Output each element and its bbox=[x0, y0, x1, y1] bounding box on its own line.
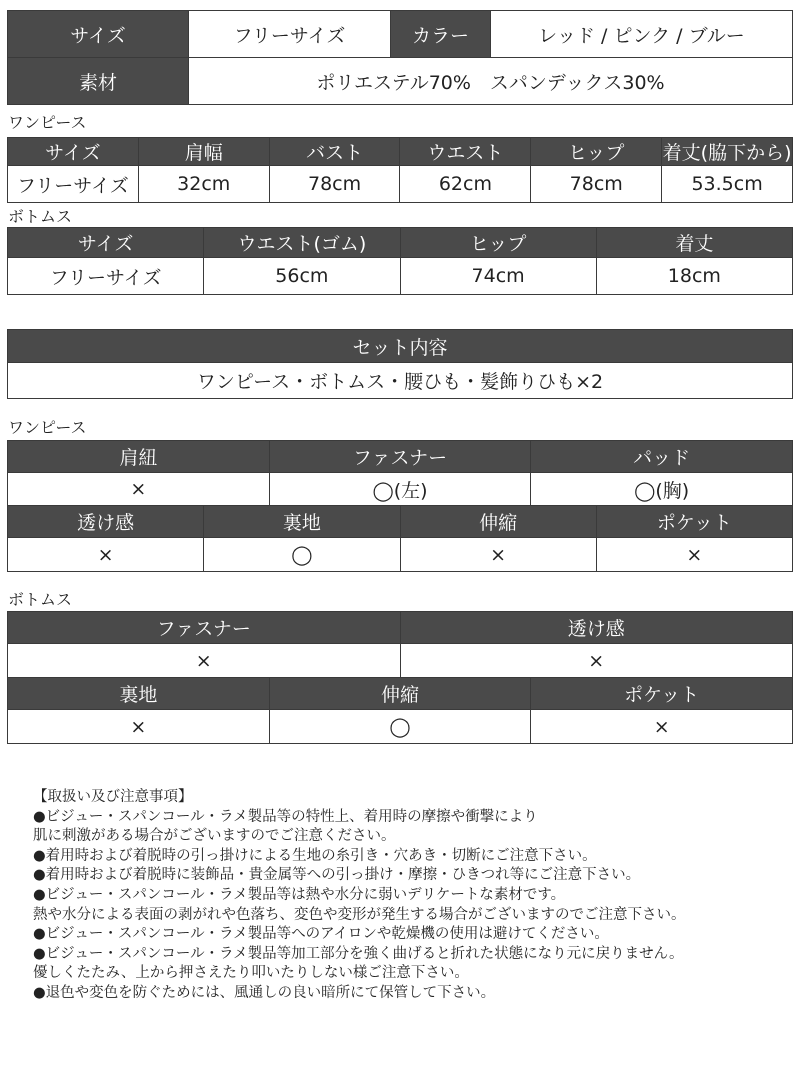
cell-value: フリーサイズ bbox=[8, 166, 139, 203]
cell-value: × bbox=[8, 538, 204, 572]
color-label: カラー bbox=[391, 11, 491, 58]
cell-value: 74cm bbox=[400, 258, 596, 295]
column-header: 肩幅 bbox=[138, 138, 269, 166]
column-header: ポケット bbox=[531, 678, 793, 710]
column-header: ポケット bbox=[596, 506, 792, 538]
cell-value: × bbox=[400, 538, 596, 572]
note-line: ●ビジュー・スパンコール・ラメ製品等加工部分を強く曲げると折れた状態になり元に戻りません。 bbox=[33, 945, 684, 962]
cell-value: × bbox=[531, 710, 793, 744]
value-row bbox=[8, 473, 793, 506]
column-header: 裏地 bbox=[8, 678, 270, 710]
cell-value: × bbox=[400, 644, 793, 678]
value-row bbox=[8, 644, 793, 678]
column-header: 伸縮 bbox=[269, 678, 531, 710]
column-header: ウエスト(ゴム) bbox=[204, 228, 400, 258]
note-line: ●退色や変色を防ぐためには、風通しの良い暗所にて保管して下さい。 bbox=[33, 984, 496, 1001]
column-header: ファスナー bbox=[8, 612, 401, 644]
bottoms-size-table bbox=[7, 227, 793, 295]
note-line: 熱や水分による表面の剥がれや色落ち、変色や変形が発生する場合がございますのでご注意下さい。 bbox=[33, 906, 686, 923]
cell-value: 78cm bbox=[531, 166, 662, 203]
cell-value: フリーサイズ bbox=[8, 258, 204, 295]
cell-value: ◯ bbox=[204, 538, 400, 572]
color-value: レッド / ピンク / ブルー bbox=[491, 11, 793, 58]
column-header: 着丈(脇下から) bbox=[662, 138, 793, 166]
note-line: ●ビジュー・スパンコール・ラメ製品等の特性上、着用時の摩擦や衝撃により bbox=[33, 808, 538, 825]
note-line: 優しくたたみ、上から押さえたり叩いたりしない様ご注意下さい。 bbox=[33, 965, 469, 982]
column-header: ヒップ bbox=[531, 138, 662, 166]
onepiece-spec-table-2 bbox=[7, 505, 793, 572]
basic-info-table bbox=[7, 10, 793, 105]
cell-value: 32cm bbox=[138, 166, 269, 203]
set-contents-header: セット内容 bbox=[8, 330, 793, 363]
set-contents-value: ワンピース・ボトムス・腰ひも・髪飾りひも×2 bbox=[8, 363, 793, 399]
note-line: ●着用時および着脱時に装飾品・貴金属等への引っ掛け・摩擦・ひきつれ等にご注意下さい。 bbox=[33, 867, 641, 884]
column-header: サイズ bbox=[8, 228, 204, 258]
size-value: フリーサイズ bbox=[189, 11, 391, 58]
column-header: 裏地 bbox=[204, 506, 400, 538]
column-header: パッド bbox=[531, 441, 793, 473]
note-line: ●着用時および着脱時の引っ掛けによる生地の糸引き・穴あき・切断にご注意下さい。 bbox=[33, 847, 597, 864]
onepiece-spec-title: ワンピース bbox=[8, 418, 87, 437]
onepiece-size-table bbox=[7, 137, 793, 203]
cell-value: × bbox=[8, 710, 270, 744]
value-row bbox=[8, 710, 793, 744]
notes-heading: 【取扱い及び注意事項】 bbox=[33, 789, 193, 805]
cell-value: × bbox=[8, 644, 401, 678]
column-header: ファスナー bbox=[269, 441, 531, 473]
column-header: ウエスト bbox=[400, 138, 531, 166]
column-header: 伸縮 bbox=[400, 506, 596, 538]
care-notes bbox=[33, 788, 686, 1004]
column-header: バスト bbox=[269, 138, 400, 166]
header-row bbox=[8, 441, 793, 473]
onepiece-section-title: ワンピース bbox=[8, 113, 87, 132]
note-line: 肌に刺激がある場合がございますのでご注意ください。 bbox=[33, 828, 396, 845]
value-row bbox=[8, 538, 793, 572]
cell-value: × bbox=[8, 473, 270, 506]
header-row bbox=[8, 612, 793, 644]
material-label: 素材 bbox=[8, 58, 189, 105]
note-line: ●ビジュー・スパンコール・ラメ製品等へのアイロンや乾燥機の使用は避けてください。 bbox=[33, 926, 609, 943]
cell-value: 56cm bbox=[204, 258, 400, 295]
column-header: 肩紐 bbox=[8, 441, 270, 473]
bottoms-spec-table-2 bbox=[7, 677, 793, 744]
value-row bbox=[8, 166, 793, 203]
cell-value: × bbox=[596, 538, 792, 572]
header-row bbox=[8, 228, 793, 258]
column-header: サイズ bbox=[8, 138, 139, 166]
cell-value: 18cm bbox=[596, 258, 792, 295]
cell-value: ◯(左) bbox=[269, 473, 531, 506]
cell-value: 62cm bbox=[400, 166, 531, 203]
material-value: ポリエステル70% スパンデックス30% bbox=[189, 58, 793, 105]
bottoms-spec-title: ボトムス bbox=[8, 590, 73, 609]
header-row bbox=[8, 678, 793, 710]
cell-value: 78cm bbox=[269, 166, 400, 203]
cell-value: 53.5cm bbox=[662, 166, 793, 203]
column-header: 透け感 bbox=[400, 612, 793, 644]
column-header: ヒップ bbox=[400, 228, 596, 258]
bottoms-spec-table-1 bbox=[7, 611, 793, 678]
value-row bbox=[8, 258, 793, 295]
cell-value: ◯(胸) bbox=[531, 473, 793, 506]
bottoms-section-title: ボトムス bbox=[8, 207, 73, 226]
header-row bbox=[8, 506, 793, 538]
header-row bbox=[8, 138, 793, 166]
column-header: 透け感 bbox=[8, 506, 204, 538]
size-label: サイズ bbox=[8, 11, 189, 58]
cell-value: ◯ bbox=[269, 710, 531, 744]
note-line: ●ビジュー・スパンコール・ラメ製品等は熱や水分に弱いデリケートな素材です。 bbox=[33, 886, 566, 903]
set-contents-table bbox=[7, 329, 793, 399]
onepiece-spec-table-1 bbox=[7, 440, 793, 506]
column-header: 着丈 bbox=[596, 228, 792, 258]
